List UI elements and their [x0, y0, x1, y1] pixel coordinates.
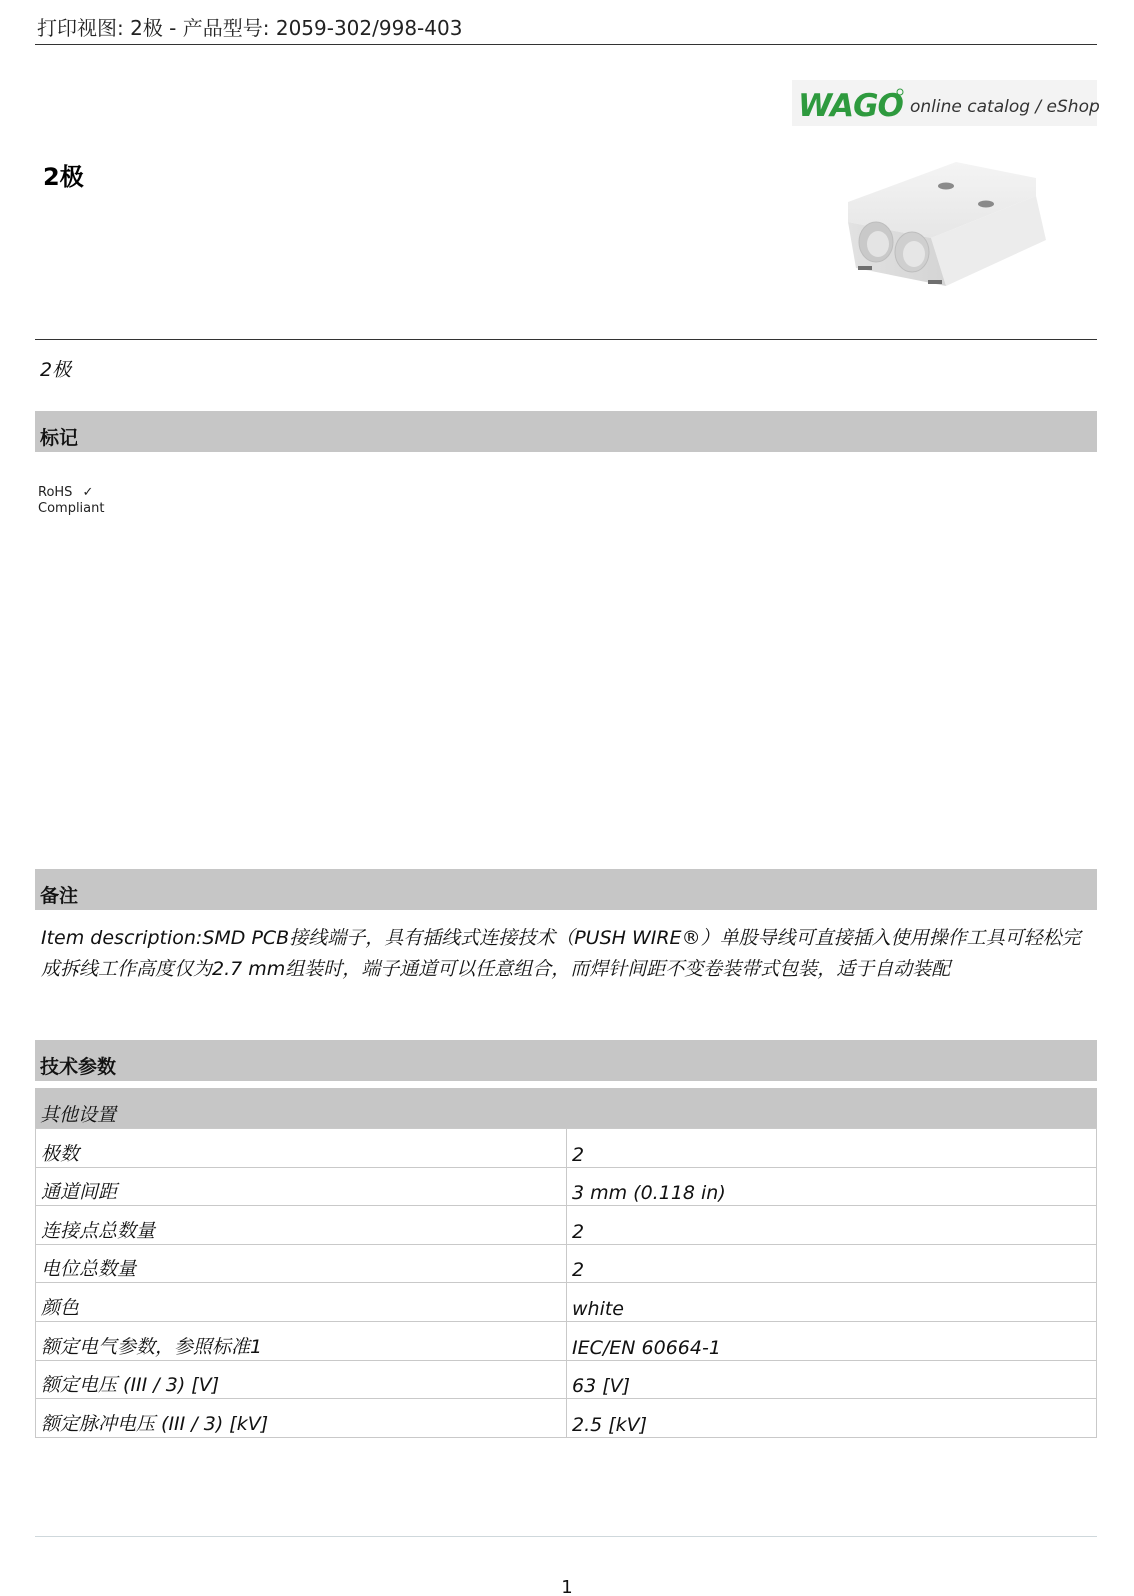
- wago-logo-icon: [796, 86, 906, 124]
- param-key: 颜色: [36, 1283, 567, 1322]
- table-row: [36, 1360, 1097, 1399]
- section-title-marks: 标记: [40, 427, 79, 449]
- param-value: 2: [567, 1206, 1097, 1245]
- param-key: 通道间距: [36, 1167, 567, 1206]
- table-row: [36, 1244, 1097, 1283]
- product-subtitle: 2极: [40, 359, 72, 381]
- table-row: [36, 1321, 1097, 1360]
- logo-tagline: online catalog / eShop: [910, 97, 1100, 117]
- page-header-title: 打印视图: 2极 - 产品型号: 2059-302/998-403: [37, 16, 463, 40]
- table-row: [36, 1399, 1097, 1438]
- table-row: [36, 1206, 1097, 1245]
- wago-logo-banner[interactable]: [792, 80, 1100, 126]
- param-value: 2.5 [kV]: [567, 1399, 1097, 1438]
- param-key: 额定脉冲电压 (III / 3) [kV]: [36, 1399, 567, 1438]
- section-title-notes: 备注: [40, 885, 79, 907]
- item-description: Item description:SMD PCB接线端子，具有插线式连接技术（PUSH WIRE®）单股导线可直接插入使用操作工具可轻松完成拆线工作高度仅为2.7 mm组装时，端子通道可以任意组合，而焊针间距不变卷装带式包装，适于自动装配: [41, 927, 1081, 980]
- param-key: 电位总数量: [36, 1244, 567, 1283]
- param-value: 63 [V]: [567, 1360, 1097, 1399]
- table-row: [36, 1283, 1097, 1322]
- table-row: [36, 1129, 1097, 1168]
- table-row: [36, 1167, 1097, 1206]
- param-key: 连接点总数量: [36, 1206, 567, 1245]
- subsection-title-other: 其他设置: [40, 1104, 117, 1126]
- subsection-header-other: [35, 1088, 1097, 1128]
- param-value: 2: [567, 1129, 1097, 1168]
- param-value: white: [567, 1283, 1097, 1322]
- param-value: 3 mm (0.118 in): [567, 1167, 1097, 1206]
- section-header-marks: [35, 411, 1097, 452]
- terminal-block-product-image: [836, 160, 1082, 292]
- section-header-notes: [35, 869, 1097, 910]
- param-key: 额定电压 (III / 3) [V]: [36, 1360, 567, 1399]
- tech-params-table: [35, 1128, 1097, 1438]
- param-key: 额定电气参数，参照标准1: [36, 1321, 567, 1360]
- page-number: 1: [561, 1577, 573, 1596]
- footer-divider: [35, 1536, 1097, 1537]
- rohs-badge: [38, 485, 104, 517]
- rohs-label: RoHS: [38, 485, 73, 500]
- rohs-compliant-label: Compliant: [38, 501, 105, 516]
- section-header-tech: [35, 1040, 1097, 1081]
- param-key: 极数: [36, 1129, 567, 1168]
- product-divider: [35, 339, 1097, 340]
- wago-logo-wordmark: WAGO: [798, 88, 903, 124]
- check-icon: ✓: [82, 485, 94, 500]
- header-divider: [35, 44, 1097, 45]
- section-title-tech: 技术参数: [40, 1056, 117, 1078]
- param-value: IEC/EN 60664-1: [567, 1321, 1097, 1360]
- param-value: 2: [567, 1244, 1097, 1283]
- product-title: 2极: [43, 163, 84, 191]
